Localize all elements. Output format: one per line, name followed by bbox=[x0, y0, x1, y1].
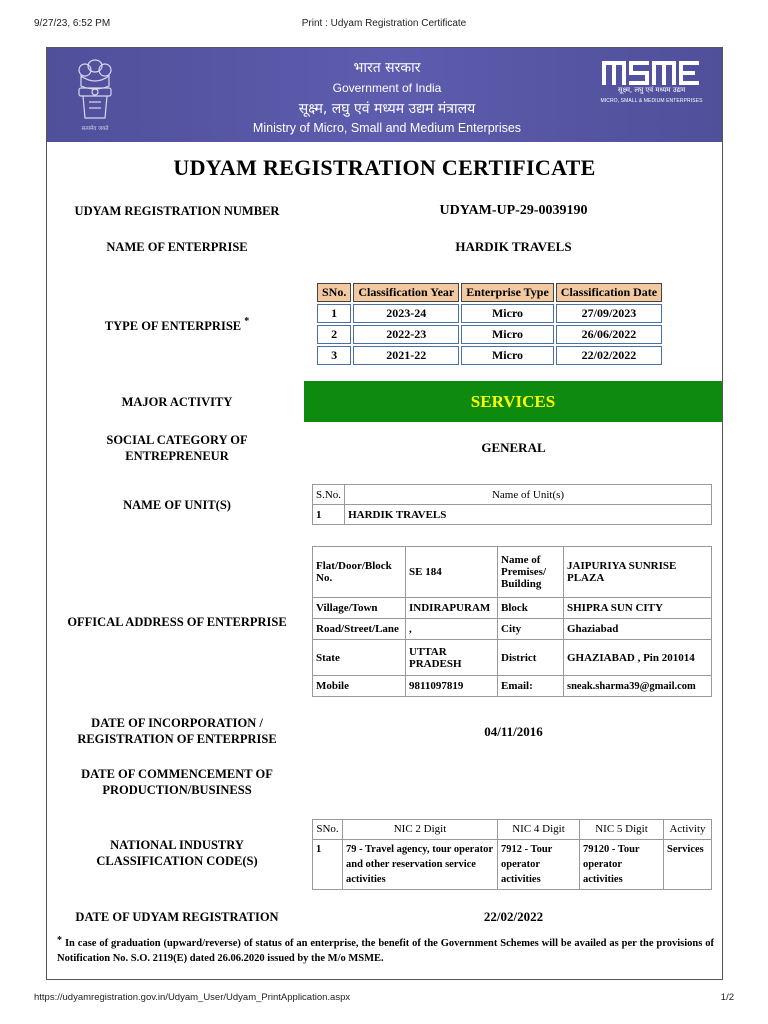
units-header-sno: S.No. bbox=[313, 485, 345, 505]
footnote-asterisk: * bbox=[57, 935, 62, 946]
address-block-label: Block bbox=[498, 598, 564, 619]
footnote bbox=[57, 936, 714, 966]
nic-header-cell: NIC 2 Digit bbox=[343, 820, 498, 840]
msme-logo-hindi: सूक्ष्म, लघु एवं मध्यम उद्यम bbox=[617, 86, 686, 94]
classification-cell: 1 bbox=[317, 304, 351, 323]
nic-table bbox=[312, 819, 712, 890]
registration-number: UDYAM-UP-29-0039190 bbox=[439, 203, 588, 218]
nic-cell: 79120 - Tour operator activities bbox=[580, 840, 664, 890]
address-row bbox=[313, 640, 712, 676]
enterprise-name-label: NAME OF ENTERPRISE bbox=[106, 240, 248, 254]
address-mobile-value: 9811097819 bbox=[406, 676, 498, 697]
banner-hindi-government: भारत सरकार bbox=[353, 60, 421, 76]
classification-cell: 2022-23 bbox=[353, 325, 459, 344]
classification-cell: 2021-22 bbox=[353, 346, 459, 365]
certificate-title: UDYAM REGISTRATION CERTIFICATE bbox=[173, 155, 596, 180]
svg-text:सत्यमेव जयते: सत्यमेव जयते bbox=[81, 126, 109, 132]
print-datetime: 9/27/23, 6:52 PM bbox=[34, 18, 111, 29]
address-city-value: Ghaziabad bbox=[564, 619, 712, 640]
address-district-value: GHAZIABAD , Pin 201014 bbox=[564, 640, 712, 676]
address-road-value: , bbox=[406, 619, 498, 640]
classification-cell: 3 bbox=[317, 346, 351, 365]
nic-cell: 79 - Travel agency, tour operator and other reservation service activities bbox=[343, 840, 498, 890]
nic-header-cell: NIC 4 Digit bbox=[498, 820, 580, 840]
units-header-name: Name of Unit(s) bbox=[345, 485, 712, 505]
major-activity-label: MAJOR ACTIVITY bbox=[121, 395, 233, 409]
address-row bbox=[313, 598, 712, 619]
address-district-label: District bbox=[498, 640, 564, 676]
commencement-label-line2: PRODUCTION/BUSINESS bbox=[102, 783, 252, 797]
address-label: OFFICAL ADDRESS OF ENTERPRISE bbox=[67, 615, 287, 629]
commencement-label bbox=[57, 766, 297, 798]
classification-header-row bbox=[317, 283, 662, 302]
units-table bbox=[312, 484, 712, 525]
address-flat-value: SE 184 bbox=[406, 547, 498, 598]
address-road-label: Road/Street/Lane bbox=[313, 619, 406, 640]
address-row bbox=[313, 619, 712, 640]
nic-header-cell: NIC 5 Digit bbox=[580, 820, 664, 840]
nic-header-row bbox=[313, 820, 712, 840]
msme-logo-icon bbox=[601, 58, 701, 88]
social-category-label-line2: ENTREPRENEUR bbox=[125, 449, 229, 463]
address-mobile-label: Mobile bbox=[313, 676, 406, 697]
social-category-label-line1: SOCIAL CATEGORY OF bbox=[106, 433, 248, 447]
nic-header-cell: Activity bbox=[664, 820, 712, 840]
footnote-text: In case of graduation (upward/reverse) of status of an enterprise, the benefit of the Government Schemes will be availed as per the provisions of Notification No. S.O. 2119(E) dated 26.06.2020 issued by the M/o MSME. bbox=[57, 938, 715, 964]
classification-cell: 26/06/2022 bbox=[556, 325, 662, 344]
classification-row bbox=[317, 304, 662, 323]
units-header-row bbox=[313, 485, 712, 505]
print-url: https://udyamregistration.gov.in/Udyam_User/Udyam_PrintApplication.aspx bbox=[34, 992, 351, 1003]
nic-cell: Services bbox=[664, 840, 712, 890]
classification-cell: 2 bbox=[317, 325, 351, 344]
address-city-label: City bbox=[498, 619, 564, 640]
banner-hindi-ministry: सूक्ष्म, लघु एवं मध्यम उद्यम मंत्रालय bbox=[298, 101, 476, 117]
nic-label bbox=[57, 837, 297, 869]
classification-cell: Micro bbox=[461, 325, 554, 344]
udyam-date: 22/02/2022 bbox=[483, 909, 544, 924]
banner-ministry-name: Ministry of Micro, Small and Medium Enterprises bbox=[252, 121, 522, 135]
nic-label-line2: CLASSIFICATION CODE(S) bbox=[96, 854, 258, 868]
commencement-label-line1: DATE OF COMMENCEMENT OF bbox=[81, 767, 273, 781]
address-village-value: INDIRAPURAM bbox=[406, 598, 498, 619]
certificate-frame bbox=[46, 47, 723, 980]
classification-header-cell: Classification Year bbox=[353, 283, 459, 302]
units-cell-name: HARDIK TRAVELS bbox=[345, 505, 712, 525]
incorporation-label bbox=[57, 715, 297, 747]
udyam-date-label: DATE OF UDYAM REGISTRATION bbox=[75, 910, 279, 924]
address-email-label: Email: bbox=[498, 676, 564, 697]
enterprise-type-label-text: TYPE OF ENTERPRISE bbox=[104, 319, 242, 333]
address-row bbox=[313, 676, 712, 697]
government-banner bbox=[47, 48, 722, 142]
classification-cell: Micro bbox=[461, 304, 554, 323]
major-activity-bar bbox=[304, 381, 722, 422]
nic-row bbox=[313, 840, 712, 890]
address-block-value: SHIPRA SUN CITY bbox=[564, 598, 712, 619]
msme-logo-english: MICRO, SMALL & MEDIUM ENTERPRISES bbox=[600, 98, 703, 104]
address-premises-value: JAIPURIYA SUNRISE PLAZA bbox=[564, 547, 712, 598]
nic-cell: 1 bbox=[313, 840, 343, 890]
classification-header-cell: Enterprise Type bbox=[461, 283, 554, 302]
units-label: NAME OF UNIT(S) bbox=[123, 498, 231, 512]
address-premises-label: Name of Premises/ Building bbox=[498, 547, 564, 598]
classification-cell: Micro bbox=[461, 346, 554, 365]
classification-cell: 2023-24 bbox=[353, 304, 459, 323]
units-row bbox=[313, 505, 712, 525]
classification-row bbox=[317, 346, 662, 365]
enterprise-name: HARDIK TRAVELS bbox=[455, 239, 572, 254]
nic-label-line1: NATIONAL INDUSTRY bbox=[110, 838, 244, 852]
social-category-label bbox=[57, 432, 297, 464]
national-emblem-icon bbox=[73, 56, 117, 136]
classification-table bbox=[315, 281, 664, 367]
address-state-value: UTTAR PRADESH bbox=[406, 640, 498, 676]
classification-cell: 22/02/2022 bbox=[556, 346, 662, 365]
print-page-number: 1/2 bbox=[720, 992, 734, 1003]
nic-cell: 7912 - Tour operator activities bbox=[498, 840, 580, 890]
enterprise-type-label bbox=[57, 318, 297, 334]
address-state-label: State bbox=[313, 640, 406, 676]
address-table bbox=[312, 546, 712, 697]
classification-header-cell: Classification Date bbox=[556, 283, 662, 302]
classification-row bbox=[317, 325, 662, 344]
nic-header-cell: SNo. bbox=[313, 820, 343, 840]
social-category-value: GENERAL bbox=[481, 440, 546, 455]
print-footer bbox=[34, 992, 734, 1006]
major-activity-value: SERVICES bbox=[470, 392, 556, 411]
registration-number-label: UDYAM REGISTRATION NUMBER bbox=[74, 204, 280, 218]
incorporation-label-line2: REGISTRATION OF ENTERPRISE bbox=[77, 732, 277, 746]
address-flat-label: Flat/Door/Block No. bbox=[313, 547, 406, 598]
incorporation-date: 04/11/2016 bbox=[484, 724, 543, 739]
print-page-title: Print : Udyam Registration Certificate bbox=[301, 18, 467, 29]
enterprise-type-asterisk: * bbox=[244, 316, 250, 327]
print-header bbox=[34, 18, 734, 32]
units-cell-sno: 1 bbox=[313, 505, 345, 525]
classification-cell: 27/09/2023 bbox=[556, 304, 662, 323]
classification-header-cell: SNo. bbox=[317, 283, 351, 302]
incorporation-label-line1: DATE OF INCORPORATION / bbox=[91, 716, 263, 730]
address-row bbox=[313, 547, 712, 598]
address-village-label: Village/Town bbox=[313, 598, 406, 619]
address-email-value: sneak.sharma39@gmail.com bbox=[564, 676, 712, 697]
banner-government-of-india: Government of India bbox=[332, 81, 442, 95]
